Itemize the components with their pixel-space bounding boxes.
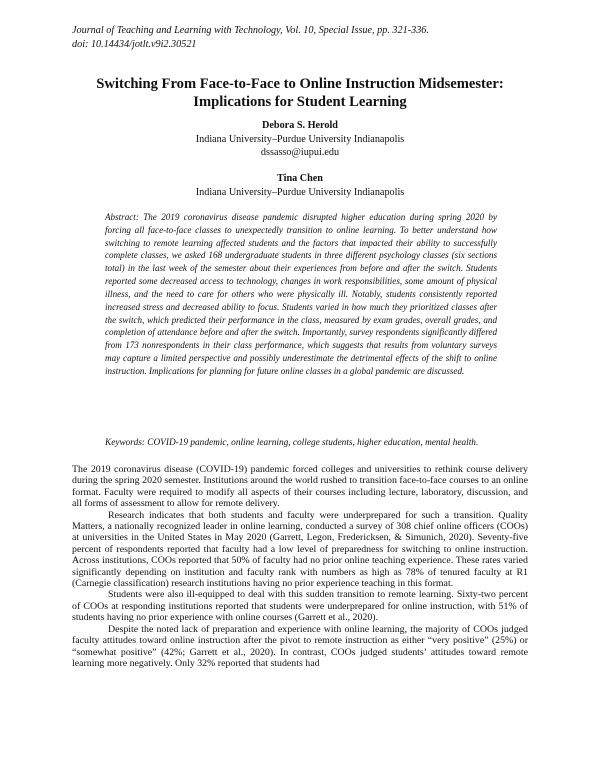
body-paragraph: Despite the noted lack of preparation and experience with online learning, the majority of COOs judged faculty attitudes toward online instruction after the pivot to remote instruction as either “very positive” (25%) or “somewhat positive” (42%; Garrett et al., 2020). In contrast, COOs judged students’ attitudes toward remote learning more negatively. Only 32% reported that students had: [72, 623, 528, 669]
author-block-2: [72, 172, 528, 199]
journal-doi: doi: 10.14434/jotlt.v9i2.30521: [72, 38, 197, 50]
body-text: [72, 464, 528, 669]
body-paragraph: The 2019 coronavirus disease (COVID-19) pandemic forced colleges and universities to rethink course delivery during the spring 2020 semester. Institutions around the world rushed to transition face-to-face courses to an online format. Faculty were required to modify all aspects of their courses including lecture, laboratory, discussion, and all forms of assessment to allow for remote delivery.: [72, 464, 528, 510]
paper-title: [50, 75, 550, 111]
body-paragraph: Research indicates that both students and faculty were underprepared for such a transition. Quality Matters, a nationally recognized leader in online learning, conducted a survey of 308 chief online officers (COOs) at universities in the United States in May 2020 (Garrett, Legon, Fredericksen, & Simunich, 2020). Seventy-five percent of respondents reported that faculty had a low level of preparedness for switching to online instruction. Across institutions, COOs reported that 50% of faculty had no prior online teaching experience. These rates varied significantly depending on institution and faculty rank with numbers as high as 78% of tenured faculty at R1 (Carnegie classification) research institutions having no prior experience teaching in this format.: [72, 509, 528, 590]
body-paragraph: Students were also ill-equipped to deal with this sudden transition to remote learning. Sixty-two percent of COOs at responding institutions reported that students were underprepared for online instruction, with 51% of students having no prior experience with online courses (Garrett et al., 2020).: [72, 589, 528, 624]
author-block-1: [72, 119, 528, 160]
abstract: Abstract: The 2019 coronavirus disease pandemic disrupted higher education during spring 2020 by forcing all face-to-face classes to unexpectedly transition to online learning. To better understand how switching to remote learning affected students and the factors that impacted their ability to successfully complete classes, we asked 168 undergraduate students in three different psychology classes (six sections total) in the last week of the semester about their experiences from before and after the switch. Students reported some decreased access to technology, changes in work responsibilities, some amount of physical illness, and the need to care for others who were physically ill. Notably, students consistently reported increased stress and decreased ability to focus. Students varied in how much they prioritized classes after the switch, which predicted their performance in the class, measured by exam grades, overall grades, and completion of attendance before and after the switch. Importantly, survey respondents significantly differed from 173 nonrespondents in their class performance, which suggests that results from voluntary surveys may capture a limited perspective and possibly underestimate the detrimental effects of the shift to online instruction. Implications for planning for future online classes in a global pandemic are discussed.: [105, 212, 497, 376]
title-line-1: Switching From Face-to-Face to Online Instruction Midsemester:: [96, 76, 504, 92]
author-affiliation: Indiana University–Purdue University Indianapolis: [195, 133, 405, 145]
title-line-2: Implications for Student Learning: [193, 94, 407, 110]
journal-citation: Journal of Teaching and Learning with Technology, Vol. 10, Special Issue, pp. 321-336.: [72, 25, 429, 36]
journal-header: [72, 24, 542, 51]
keywords: Keywords: COVID-19 pandemic, online learning, college students, higher education, mental health.: [105, 438, 479, 448]
author-affiliation: Indiana University–Purdue University Indianapolis: [195, 186, 405, 198]
author-name: Tina Chen: [277, 173, 323, 184]
author-name: Debora S. Herold: [262, 120, 338, 131]
author-email: dssasso@iupui.edu: [260, 147, 340, 159]
